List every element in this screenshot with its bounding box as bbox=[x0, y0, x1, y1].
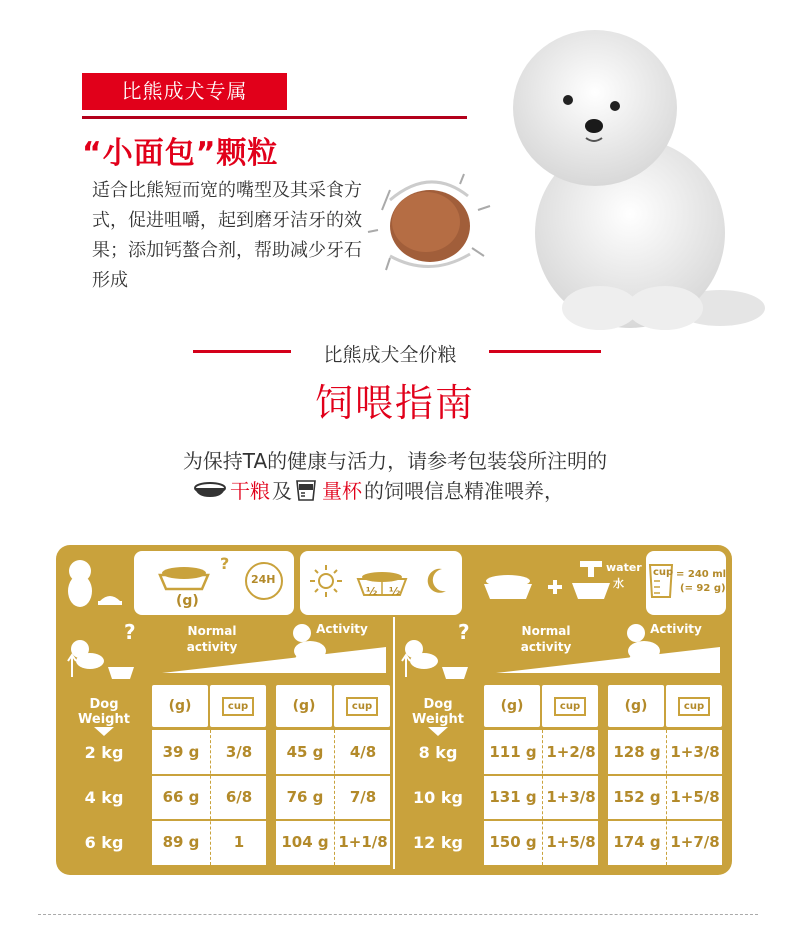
weight-row-5: 10 kg bbox=[413, 788, 463, 807]
table-cell: 1+2/8 bbox=[546, 743, 596, 761]
intro-line-1: 为保持TA的健康与活力，请参考包装袋所注明的 bbox=[182, 449, 608, 473]
water-cell bbox=[468, 551, 640, 615]
guide-subheading: 比熊成犬全价粮 bbox=[323, 344, 457, 366]
intro-rest: 的饲喂信息精准喂养， bbox=[364, 479, 564, 503]
down-arrow-icon bbox=[92, 725, 116, 737]
clock-label: 24H bbox=[251, 573, 276, 586]
measuring-cup-icon bbox=[294, 478, 320, 502]
table-cell: 1+3/8 bbox=[670, 743, 720, 761]
cup-icon-label: cup bbox=[653, 567, 674, 578]
down-arrow-icon bbox=[426, 725, 450, 737]
weight-row-6: 12 kg bbox=[413, 833, 463, 852]
active-cup-header bbox=[666, 685, 722, 727]
table-right-half bbox=[396, 617, 726, 869]
table-cell: 1+5/8 bbox=[670, 788, 720, 806]
cup-header-label: cup bbox=[222, 697, 254, 716]
table-cell: 39 g bbox=[162, 743, 200, 761]
guide-title: 饲喂指南 bbox=[314, 381, 475, 425]
daily-ration-cell bbox=[134, 551, 294, 615]
table-cell: 104 g bbox=[281, 833, 329, 851]
active-gram-header: (g) bbox=[608, 685, 664, 727]
meal-split-cell bbox=[300, 551, 462, 615]
weight-row-3: 6 kg bbox=[84, 833, 124, 852]
dog-bowl-cell bbox=[62, 551, 128, 615]
dog-scale-icon bbox=[62, 617, 142, 679]
kg-label: kg bbox=[452, 657, 465, 667]
dry-food-label: 干粮 bbox=[230, 479, 270, 503]
dog-weight-header: Dog Weight bbox=[412, 697, 464, 727]
food-bowl-icon bbox=[192, 479, 228, 501]
dog-weight-header: Dog Weight bbox=[78, 697, 130, 727]
kibble-description: 适合比熊短而宽的嘴型及其采食方式，促进咀嚼，起到磨牙洁牙的效果；添加钙螯合剂，帮助减少牙石形成 bbox=[92, 180, 362, 291]
normal-activity-label: Normal activity bbox=[186, 624, 238, 654]
table-cell: 1+5/8 bbox=[546, 833, 596, 851]
normal-gram-header: (g) bbox=[152, 685, 208, 727]
weight-row-1: 2 kg bbox=[84, 743, 124, 762]
table-cell: 6/8 bbox=[225, 788, 253, 806]
bowl-unit: (g) bbox=[176, 593, 199, 609]
half-portion-b: ½ bbox=[389, 585, 401, 598]
active-cup-header bbox=[334, 685, 390, 727]
heading-line-left bbox=[193, 350, 291, 353]
cup-header-label: cup bbox=[554, 697, 586, 716]
dog-scale-icon bbox=[396, 617, 476, 679]
normal-cup-header bbox=[210, 685, 266, 727]
intro-line-2 bbox=[192, 475, 564, 504]
cup-header-label: cup bbox=[678, 697, 710, 716]
table-cell: 1+1/8 bbox=[338, 833, 388, 851]
table-cell: 1 bbox=[233, 833, 245, 851]
bichon-dog-image bbox=[490, 8, 780, 338]
dog-with-bowl-icon bbox=[62, 551, 128, 615]
tag-underline bbox=[82, 116, 467, 119]
table-cell: 66 g bbox=[162, 788, 200, 806]
cup-eq-g: (= 92 g) bbox=[680, 583, 726, 594]
table-cell: 174 g bbox=[613, 833, 661, 851]
table-cell: 89 g bbox=[162, 833, 200, 851]
half-divider bbox=[393, 617, 395, 869]
table-cell: 4/8 bbox=[349, 743, 377, 761]
activity-label: Activity bbox=[650, 622, 702, 636]
table-left-half bbox=[62, 617, 392, 869]
cup-header-label: cup bbox=[346, 697, 378, 716]
table-cell: 131 g bbox=[489, 788, 537, 806]
normal-activity-label: Normal activity bbox=[520, 624, 572, 654]
svg-text:?: ? bbox=[458, 620, 470, 644]
svg-text:?: ? bbox=[124, 620, 136, 644]
feeding-table bbox=[56, 545, 732, 875]
weight-row-4: 8 kg bbox=[418, 743, 458, 762]
activity-label: Activity bbox=[316, 622, 368, 636]
icon-row bbox=[62, 551, 726, 615]
table-cell: 150 g bbox=[489, 833, 537, 851]
table-cell: 76 g bbox=[286, 788, 324, 806]
table-cell: 7/8 bbox=[349, 788, 377, 806]
weight-row-2: 4 kg bbox=[84, 788, 124, 807]
table-cell: 1+7/8 bbox=[670, 833, 720, 851]
table-cell: 45 g bbox=[286, 743, 324, 761]
table-cell: 152 g bbox=[613, 788, 661, 806]
water-cn: 水 bbox=[613, 577, 624, 590]
half-portion-a: ½ bbox=[366, 585, 378, 598]
active-gram-header: (g) bbox=[276, 685, 332, 727]
bottom-divider bbox=[38, 914, 758, 915]
normal-gram-header: (g) bbox=[484, 685, 540, 727]
kibble-icon bbox=[360, 170, 500, 280]
table-cell: 3/8 bbox=[225, 743, 253, 761]
water-en: water bbox=[606, 561, 642, 574]
product-tag: 比熊成犬专属 bbox=[82, 73, 287, 110]
table-cell: 1+3/8 bbox=[546, 788, 596, 806]
sun-moon-icon bbox=[300, 551, 462, 615]
and-text: 及 bbox=[272, 479, 292, 503]
table-cell: 111 g bbox=[489, 743, 537, 761]
heading-line-right bbox=[489, 350, 601, 353]
svg-text:?: ? bbox=[220, 554, 230, 573]
cup-equivalence-cell bbox=[646, 551, 726, 615]
kg-label: kg bbox=[118, 657, 131, 667]
normal-cup-header bbox=[542, 685, 598, 727]
table-cell: 128 g bbox=[613, 743, 661, 761]
cup-label: 量杯 bbox=[322, 479, 362, 503]
kibble-subtitle: “小面包”颗粒 bbox=[82, 136, 279, 171]
cup-eq-ml: = 240 ml bbox=[676, 569, 727, 580]
